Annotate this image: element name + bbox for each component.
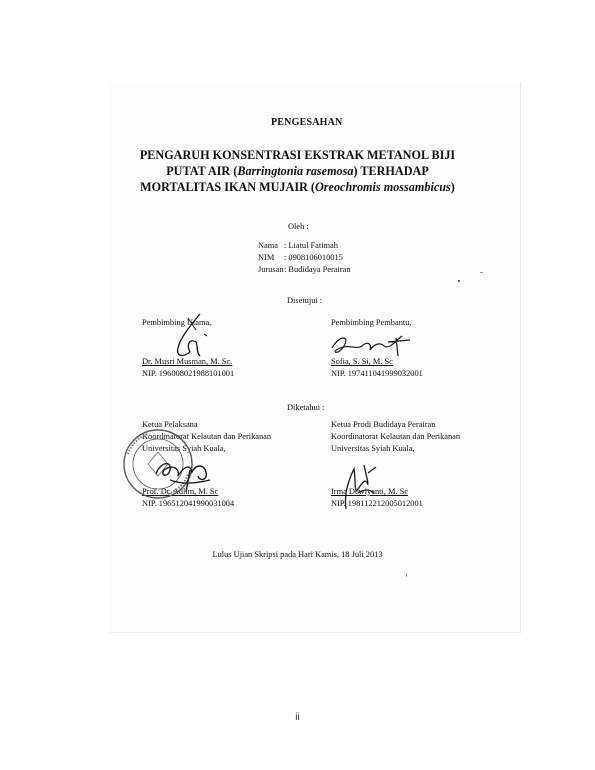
student-jurusan-label: Jurusan: [258, 265, 284, 274]
scan-speck: [458, 280, 460, 282]
student-nim-value: : 0908106010015: [284, 253, 343, 262]
thesis-title-line3: [0, 180, 595, 195]
signature-musri-musman: [160, 308, 230, 368]
head-executor-role-line1: Ketua Pelaksana: [142, 420, 198, 429]
student-name-value: : Liatul Fatimah: [284, 241, 338, 250]
scan-speck: [406, 573, 407, 577]
supervisor-main-role: Pembimbing Utama,: [142, 318, 212, 327]
signature-adlim: [150, 450, 220, 495]
diketahui-label: Diketahui :: [287, 403, 325, 412]
title-line3-species: Oreochromis mossambicus: [314, 180, 451, 194]
page-heading: PENGESAHAN: [271, 117, 343, 128]
student-nim-label: NIM: [258, 253, 275, 262]
thesis-title-line2: [0, 164, 595, 179]
supervisor-assistant-role: Pembimbing Pembantu,: [331, 318, 412, 327]
supervisor-main-name: Dr. Musri Musman, M. Sc.: [142, 357, 233, 366]
head-executor-role-line3: Universitas Syiah Kuala,: [142, 444, 226, 453]
title-line3-suffix: ): [450, 180, 455, 194]
head-program-name: Irma Dewiyanti, M. Sc: [331, 487, 408, 496]
title-line2-species: Barringtonia rasemosa: [237, 164, 354, 178]
scan-speck: [480, 272, 483, 273]
title-line2-prefix: PUTAT AIR (: [166, 164, 238, 178]
student-jurusan-value: : Budidaya Perairan: [284, 265, 351, 274]
oleh-label: Oleh :: [288, 222, 309, 231]
supervisor-assistant-nip: NIP. 197411041999032001: [331, 369, 423, 378]
title-line1-text: PENGARUH KONSENTRASI EKSTRAK METANOL BIJI: [139, 148, 456, 162]
supervisor-assistant-name: Sofia, S. Si, M. Sc: [331, 357, 393, 366]
head-program-role-line1: Ketua Prodi Budidaya Perairan: [331, 420, 436, 429]
head-executor-role-line2: Koordinatorat Kelautan dan Perikanan: [142, 432, 272, 441]
head-program-nip: NIP. 198112212005012001: [331, 499, 423, 508]
thesis-title-line1: [0, 148, 595, 163]
supervisor-main-nip: NIP. 196008021988101001: [142, 369, 235, 378]
head-program-role-line3: Universitas Syiah Kuala,: [331, 444, 415, 453]
page-number: ii: [295, 712, 300, 723]
signature-sofia: [326, 328, 416, 364]
student-name-label: Nama: [258, 241, 278, 250]
head-executor-nip: NIP. 196512041990031004: [142, 499, 235, 508]
title-line2-suffix: ) TERHADAP: [353, 164, 429, 178]
head-program-role-line2: Koordinatorat Kelautan dan Perikanan: [331, 432, 461, 441]
signature-irma-dewiyanti: [328, 455, 388, 515]
disetujui-label: Disetujui :: [287, 296, 323, 305]
head-executor-name: Prof. Dr. Adlim, M. Sc: [142, 487, 219, 496]
exam-statement: Lulus Ujian Skripsi pada Hari Kamis, 18 Juli 2013: [212, 550, 383, 559]
title-line3-prefix: MORTALITAS IKAN MUJAIR (: [140, 180, 315, 194]
